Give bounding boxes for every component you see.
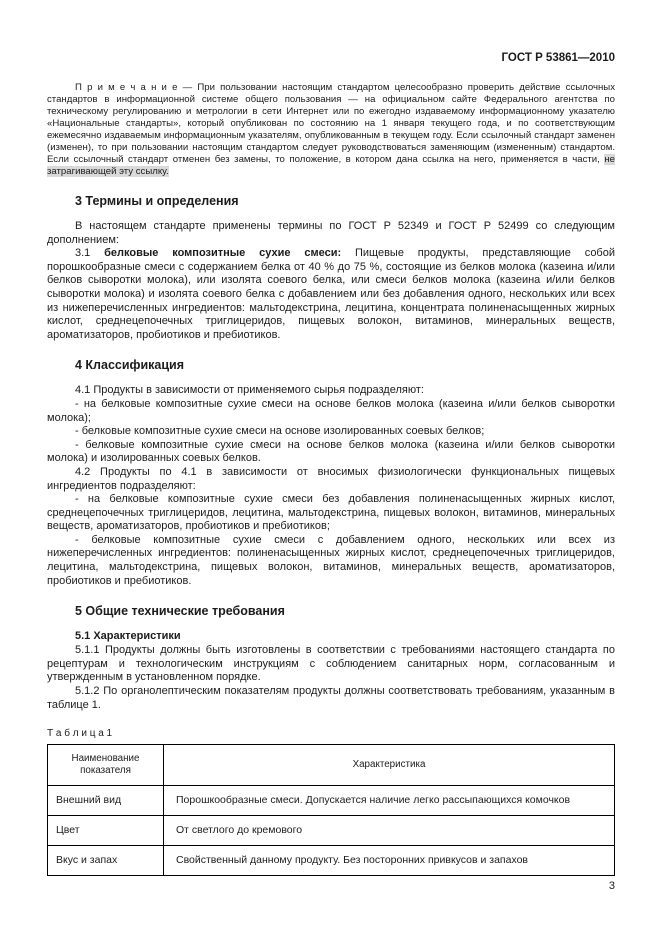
section-5-title: 5 Общие технические требования xyxy=(75,604,285,619)
table-header-characteristic: Характеристика xyxy=(164,745,615,786)
section-4-title: 4 Классификация xyxy=(75,358,185,373)
indicator-name: Вкус и запах xyxy=(48,846,164,876)
clause-4-1: 4.1 Продукты в зависимости от применяемого сырья подразделяют: xyxy=(75,384,424,397)
table-row xyxy=(48,846,615,876)
section-3-title: 3 Термины и определения xyxy=(75,194,239,208)
clause-4-2-item: - на белковые композитные сухие смеси без добавления полиненасыщенных жирных кислот, среднецепочечных триглицеридов, лецитина, мальтодекстрина, пищевых волокон, витаминов, минеральных веществ, ароматизаторов, пробиотиков и пребиотиков; xyxy=(47,493,615,533)
reference-note xyxy=(47,82,615,178)
term-definition-paragraph xyxy=(47,247,615,342)
clause-5-1-1: 5.1.1 Продукты должны быть изготовлены в соответствии с требованиями настоящего стандарта по рецептурам и технологическим инструкциям с соблюдением санитарных норм, согласованным и утвержденным в установленном порядке. xyxy=(47,644,615,684)
term-definition-text: Пищевые продукты, представляющие собой порошкообразные смеси с содержанием белка от 40 % до 75 %, состоящие из белков молока (казеина и/или белков сыворотки молока), или изолята соевого белка, или смеси белков молока (казеина и/или белков сыворотки молока) и изолята соевого белка с добавлением или без добавления одного, нескольких или всех из нижеперечисленных ингредиентов: мальтодекстрина, лецитина, концентрата полиненасыщенных жирных кислот, среднецепочечных триглицеридов, пищевых волокон, витаминов, минеральных веществ, ароматизаторов, пробиотиков и пребиотиков. xyxy=(47,247,615,341)
indicator-name: Цвет xyxy=(48,816,164,846)
subsection-5-1-title: 5.1 Характеристики xyxy=(75,630,181,643)
term-number: 3.1 xyxy=(75,247,91,260)
clause-5-1-2: 5.1.2 По органолептическим показателям продукты должны соответствовать требованиям, указанным в таблице 1. xyxy=(47,685,615,711)
clause-4-2-item: - белковые композитные сухие смеси с добавлением одного, нескольких или всех из нижеперечисленных ингредиентов: полиненасыщенных жирных кислот, среднецепочечных триглицеридов, лецитина, мальтодекстрина, пищевых волокон, витаминов, минеральных веществ, ароматизаторов, пробиотиков и пребиотиков. xyxy=(47,533,615,587)
section-3-intro: В настоящем стандарте применены термины по ГОСТ Р 52349 и ГОСТ Р 52499 со следующим дополнением: xyxy=(47,220,615,246)
indicator-value: Порошкообразные смеси. Допускается наличие легко рассыпающихся комочков xyxy=(164,786,615,816)
table-row xyxy=(48,786,615,816)
page-number: 3 xyxy=(608,880,615,892)
indicator-name: Внешний вид xyxy=(48,786,164,816)
clause-4-2: 4.2 Продукты по 4.1 в зависимости от вносимых физиологически функциональных пищевых ингредиентов подразделяют: xyxy=(47,465,615,492)
table-header-indicator: Наименование показателя xyxy=(48,745,164,786)
term: белковые композитные сухие смеси: xyxy=(104,247,342,260)
reference-note-highlight: не затрагивающей эту ссылку. xyxy=(47,154,615,177)
table-1 xyxy=(47,744,615,876)
table-1-label: Т а б л и ц а 1 xyxy=(47,728,113,740)
clause-4-1-item: - на белковые композитные сухие смеси на основе белков молока (казеина и/или белков сыворотки молока); xyxy=(47,397,615,424)
reference-note-text: П р и м е ч а н и е — При пользовании настоящим стандартом целесообразно проверить действие ссылочных стандартов в информационной системе общего пользования — на официальном сайте Федерального агентства по техническому регулированию и метрологии в сети Интернет или по ежегодно издаваемому информационному указателю «Национальные стандарты», который опубликован по состоянию на 1 января текущего года, и по соответствующим ежемесячно издаваемым информационным указателям, опубликованным в текущем году. Если ссылочный стандарт заменен (изменен), то при пользовании настоящим стандартом следует руководствоваться заменяющим (измененным) стандартом. Если ссылочный стандарт отменен без замены, то положение, в котором дана ссылка на него, применяется в части, xyxy=(47,82,615,165)
indicator-value: От светлого до кремового xyxy=(164,816,615,846)
table-header-row xyxy=(48,745,615,786)
indicator-value: Свойственный данному продукту. Без посторонних привкусов и запахов xyxy=(164,846,615,876)
clause-4-1-item: - белковые композитные сухие смеси на основе изолированных соевых белков; xyxy=(75,425,485,438)
table-row xyxy=(48,816,615,846)
clause-4-1-item: - белковые композитные сухие смеси на основе белков молока (казеина и/или белков сыворотки молока) и изолированных соевых белков. xyxy=(47,438,615,465)
doc-code: ГОСТ Р 53861—2010 xyxy=(501,52,615,64)
